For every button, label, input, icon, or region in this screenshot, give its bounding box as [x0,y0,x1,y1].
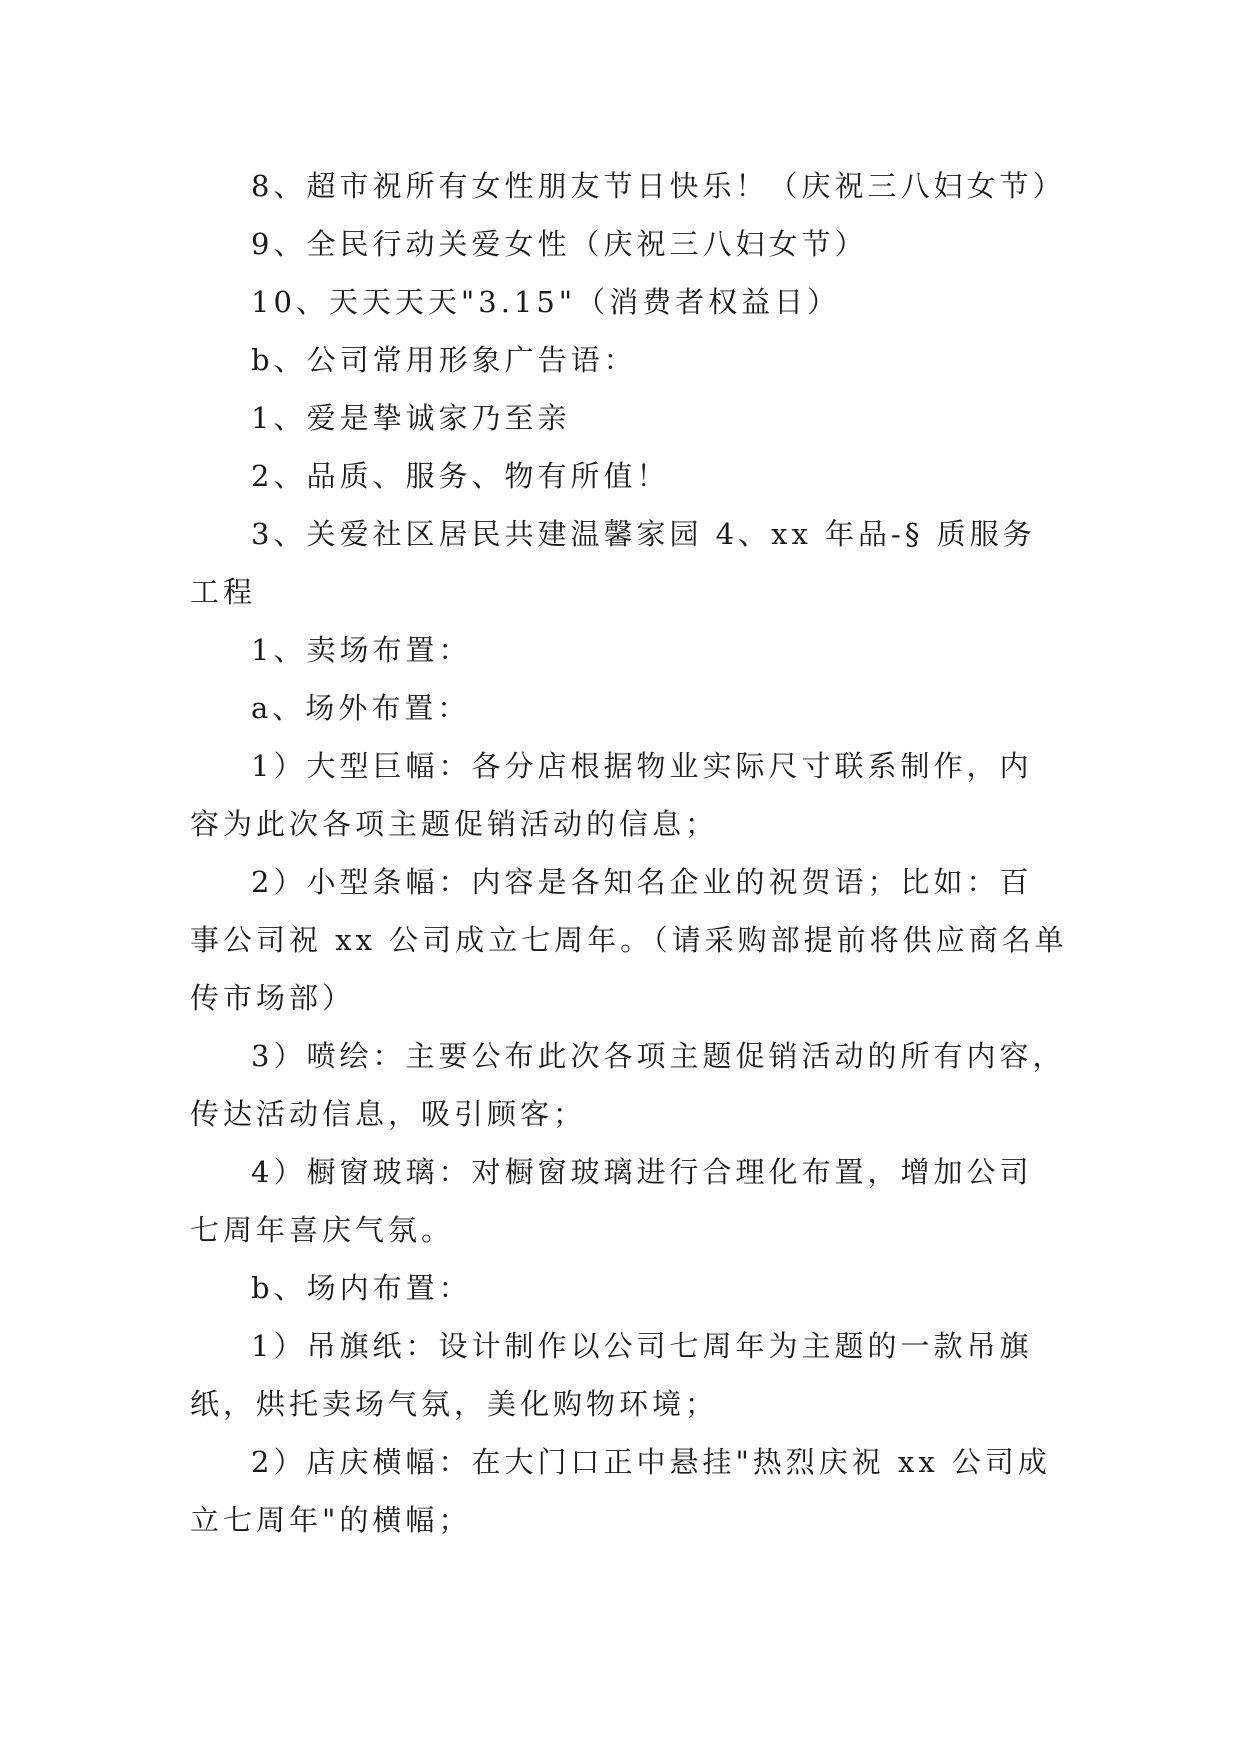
paragraph-line: 1、卖场布置： [251,633,472,667]
paragraph-line: b、公司常用形象广告语： [251,343,637,377]
paragraph-line: 1）吊旗纸：设计制作以公司七周年为主题的一款吊旗 [251,1329,1033,1363]
paragraph-line: 工程 [190,575,257,609]
paragraph-line: 容为此次各项主题促销活动的信息； [190,807,719,841]
paragraph-line: 传达活动信息，吸引顾客； [190,1097,587,1131]
paragraph-line: 3）喷绘：主要公布此次各项主题促销活动的所有内容， [251,1039,1066,1073]
paragraph-line: 4）橱窗玻璃：对橱窗玻璃进行合理化布置，增加公司 [251,1155,1033,1189]
paragraph-line: 3、关爱社区居民共建温馨家园 4、xx 年品-§ 质服务 [251,517,1036,551]
paragraph-line: 1）大型巨幅：各分店根据物业实际尺寸联系制作，内 [251,749,1033,783]
paragraph-line: 传市场部） [190,981,356,1015]
paragraph-line: 1、爱是挚诚家乃至亲 [251,401,571,435]
paragraph-line: a、场外布置： [251,691,471,725]
paragraph-line: b、场内布置： [251,1271,472,1305]
paragraph-line: 2）店庆横幅：在大门口正中悬挂"热烈庆祝 xx 公司成 [251,1445,1051,1479]
paragraph-line: 七周年喜庆气氛。 [190,1213,455,1247]
paragraph-line: 立七周年"的横幅； [190,1503,472,1537]
paragraph-line: 10、天天天天"3.15"（消费者权益日） [251,285,841,319]
paragraph-line: 8、超市祝所有女性朋友节日快乐！（庆祝三八妇女节） [251,169,1066,203]
paragraph-line: 2）小型条幅：内容是各知名企业的祝贺语；比如：百 [251,865,1033,899]
paragraph-line: 纸，烘托卖场气氛，美化购物环境； [190,1387,719,1421]
paragraph-line: 9、全民行动关爱女性（庆祝三八妇女节） [251,227,868,261]
paragraph-line: 事公司祝 xx 公司成立七周年。（请采购部提前将供应商名单 [190,923,1068,957]
paragraph-line: 2、品质、服务、物有所值！ [251,459,670,493]
